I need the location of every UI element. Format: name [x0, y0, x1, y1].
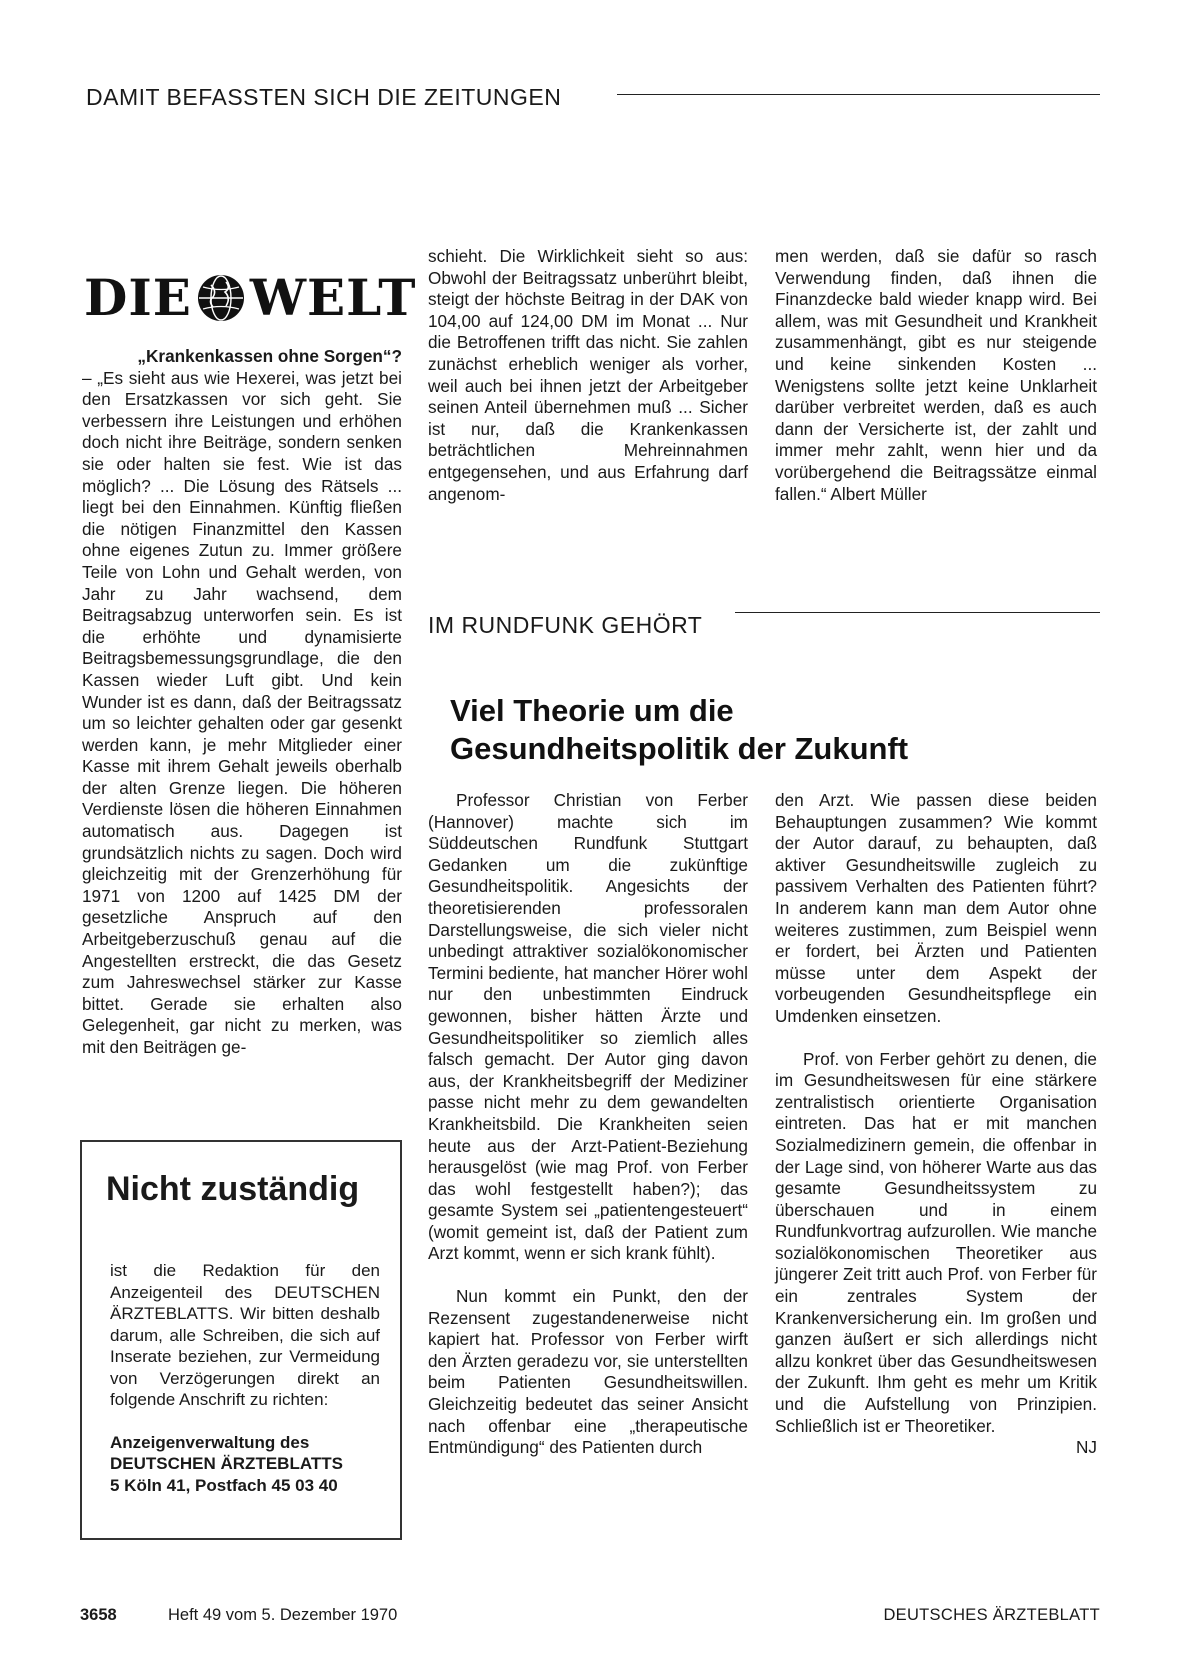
radio-paragraph-2: Nun kommt ein Punkt, den der Rezensent zugestandenerweise nicht kapiert hat. Professor von Ferber wirft den Ärzten geradezu vor, sie unterstellten beim Patienten Gesundheitswillen. Gleichzeitig bedeutet das seiner Ansicht nach offenbar eine „therapeutische Entmündigung“ des Patienten durch [428, 1286, 748, 1458]
section-rule [617, 94, 1100, 95]
publication-name: DEUTSCHES ÄRZTEBLATT [883, 1606, 1100, 1624]
welt-column-1 [82, 346, 402, 1059]
notice-box [80, 1140, 402, 1540]
globe-icon [196, 273, 246, 323]
notice-address-1: Anzeigenverwaltung des [110, 1432, 310, 1452]
issue-date: Heft 49 vom 5. Dezember 1970 [168, 1606, 398, 1624]
headline-line-1: Viel Theorie um die [450, 693, 734, 728]
page-number: 3658 [80, 1606, 117, 1624]
section-title-rundfunk: IM RUNDFUNK GEHÖRT [428, 612, 703, 638]
logo-word-die: DIE [84, 268, 192, 327]
radio-paragraph-1: Professor Christian von Ferber (Hannover) machte sich im Süddeutschen Rundfunk Stuttgart Gedanken um die zukünftige Gesundheitspolitik. Angesichts der theoretisierenden professoralen Darstellungsweise, die sich vieler nicht unbedingt attraktiver sozialökonomischer Termini bediente, hat mancher Hörer wohl nur den unbestimmten Eindruck gewonnen, bisher hätten Ärzte und Gesundheitspolitiker so ziemlich alles falsch gemacht. Der Autor ging davon aus, der Krankheitsbegriff der Mediziner passe nicht mehr zu dem gewandelten Krankheitsbild. Die Krankheiten seien heute aus der Arzt-Patient-Beziehung herausgelöst (wie mag Prof. von Ferber das wohl festgestellt haben?); das gesamte System sei „patientengesteuert“ (womit gemeint ist, daß der Patient zum Arzt kommt, wenn er sich krank fühlt). [428, 790, 748, 1264]
welt-text-2: schieht. Die Wirklichkeit sieht so aus: Obwohl der Beitragssatz unberührt bleibt, steigt der höchste Beitrag in der DAK von 104,00 auf 124,00 DM im Monat ... Nur die Betroffenen trifft das nicht. Sie zahlen zunächst erheblich weniger als vorher, weil auch bei ihnen jetzt der Arbeitgeber seinen Anteil übernehmen muß ... Sicher ist nur, daß die Krankenkassen beträchtlichen Mehreinnahmen entgegensehen, und aus Erfahrung darf angenom- [428, 246, 748, 504]
section-title-zeitungen: DAMIT BEFASSTEN SICH DIE ZEITUNGEN [86, 84, 562, 110]
welt-column-3 [775, 246, 1097, 505]
welt-text-3: men werden, daß sie dafür so rasch Verwendung finden, daß ihnen die Finanzdecke bald wieder knapp wird. Bei allem, was mit Gesundheit und Krankheit zusammenhängt, gibt es nur steigende und keine sinkenden Kosten ... Wenigstens sollte jetzt keine Unklarheit darüber verbreitet werden, daß es auch dann der Versicherte ist, der zahlt und immer mehr zahlt, wenn hier und da vorübergehend die Beitragssätze einmal fallen.“ Albert Müller [775, 246, 1097, 504]
radio-paragraph-4: Prof. von Ferber gehört zu denen, die im Gesundheitswesen für eine stärkere zentralistisch orientierte Organisation eintreten. Das hat er mit manchen Sozialmedizinern gemein, die offenbar in der Lage sind, von höherer Warte aus das gesamte Gesundheitssystem zu überschauen und in einem Rundfunkvortrag aufzurollen. Wie manche sozialökonomischen Theoretiker aus jüngerer Zeit tritt auch Prof. von Ferber für ein zentrales System der Krankenversicherung ein. Im großen und ganzen äußert er sich allerdings nicht allzu konkret über das Gesundheitswesen der Zukunft. Ihm geht es mehr um Kritik und die Aufstellung von Prinzipien. Schließlich ist er Theoretiker. [775, 1048, 1097, 1436]
logo-word-welt: WELT [249, 268, 417, 327]
die-welt-logo [84, 268, 416, 327]
radio-author: NJ [1075, 1437, 1097, 1458]
notice-address-2: DEUTSCHEN ÄRZTEBLATTS [110, 1454, 343, 1473]
notice-text: ist die Redaktion für den Anzeigenteil des DEUTSCHEN ÄRZTEBLATTS. Wir bitten deshalb darum, alle Schreiben, die sich auf Inserate beziehen, zur Vermeidung von Verzögerungen direkt an folgende Anschrift zu richten: [110, 1261, 380, 1409]
notice-address-3: 5 Köln 41, Postfach 45 03 40 [110, 1475, 338, 1495]
welt-column-2 [428, 246, 748, 505]
radio-headline [450, 692, 908, 768]
notice-body [110, 1260, 380, 1496]
welt-article-title: „Krankenkassen ohne Sorgen“? [137, 346, 402, 366]
notice-title: Nicht zuständig [106, 1170, 360, 1208]
radio-column-1 [428, 790, 748, 1459]
headline-line-2: Gesundheitspolitik der Zukunft [450, 731, 909, 766]
radio-column-2 [775, 790, 1097, 1459]
welt-text-1: – „Es sieht aus wie Hexerei, was jetzt bei den Ersatzkassen vor sich geht. Sie verbessern ihre Leistungen und erhöhen doch nicht ihre Beiträge, sondern senken sie oder halten sie fest. Wie ist das möglich? ... Die Lösung des Rätsels ... liegt bei den Einnahmen. Künftig fließen die nötigen Finanzmittel den Kassen ohne eigenes Zutun zu. Immer größere Teile von Lohn und Gehalt werden, von Jahr zu Jahr wachsend, dem Beitragsabzug unterworfen sein. Es ist die erhöhte und dynamisierte Beitragsbemessungsgrundlage, die den Kassen wieder Luft gibt. Und kein Wunder ist es dann, daß der Beitragssatz um so leichter gehalten oder gar gesenkt werden kann, je mehr Mitglieder einer Kasse mit ihrem Gehalt jeweils oberhalb der alten Grenze liegen. Die höheren Verdienste lösen die höheren Einnahmen automatisch aus. Dagegen ist grundsätzlich nichts zu sagen. Doch wird gleichzeitig mit der Grenzerhöhung für 1971 von 1200 auf 1425 DM der gesetzliche Anspruch auf den Arbeitgeberzuschuß genau auf die Angestellten erstreckt, die das Gesetz zum Jahreswechsel stärker zur Kasse bittet. Gerade sie erhalten also Gelegenheit, gar nicht zu merken, was mit den Beiträgen ge- [82, 367, 402, 1057]
section-rule-rundfunk [735, 612, 1100, 613]
radio-paragraph-3: den Arzt. Wie passen diese beiden Behauptungen zusammen? Wie kommt der Autor darauf, zu behaupten, daß aktiver Gesundheitswille zugleich zu passivem Verhalten des Patienten führt? In anderem kann man dem Autor ohne weiteres zustimmen, zum Beispiel wenn er fordert, bei Ärzten und Patienten müsse unter dem Aspekt der vorbeugenden Gesundheitspflege ein Umdenken einsetzen. [775, 790, 1097, 1026]
